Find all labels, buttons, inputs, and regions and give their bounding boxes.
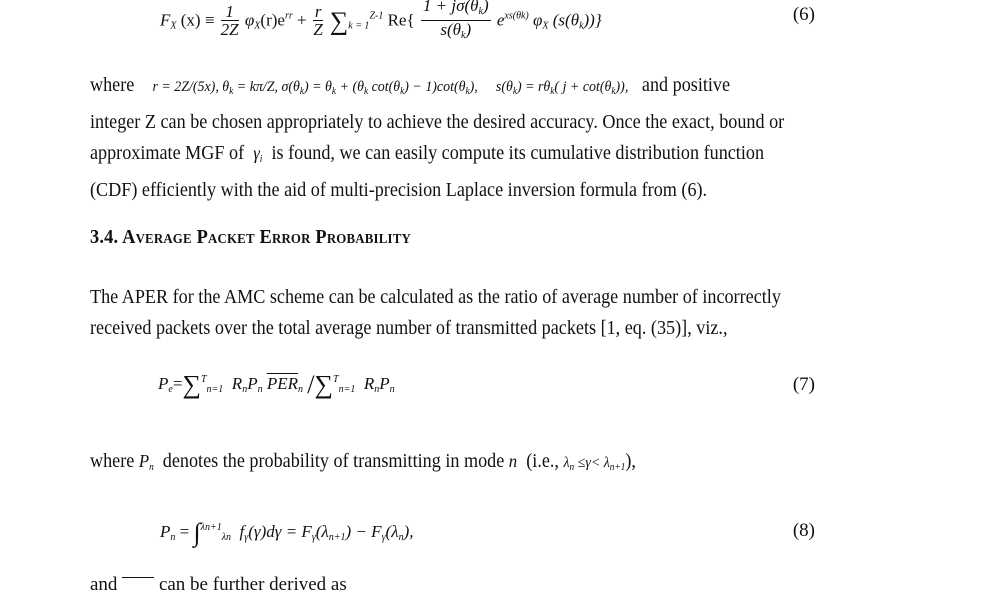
eq6-frac-2: $\frac{r}{Z}$ — [313, 2, 323, 39]
para2-line-2: received packets over the total average number of transmitted packets [1, eq. (35)], viz., — [90, 318, 728, 339]
equation-8 — [0, 514, 1007, 554]
equation-7-number: (7) — [792, 374, 815, 395]
para1-line-4: (CDF) efficiently with the aid of multi-precision Laplace inversion formula from (6). — [90, 180, 708, 201]
overline-fragment — [122, 577, 154, 578]
paragraph-aper — [90, 282, 781, 344]
para1-line-2: integer Z can be chosen appropriately to achieve the desired accuracy. Once the exact, bound or — [90, 112, 785, 133]
equation-8-body: $P_n = \int^{\lambda n+1}_{\lambda n}$ $f_\gamma(\gamma)d\gamma = F_\gamma(\lambda_{n+1}) - F_\gamma(\lambda_n)$, — [160, 518, 414, 547]
equation-7-body: $P_e=\sum^T_{n=1}$ $R_nP_n$ $\overline{PER}_n$ /∑$^T_{n=1}$ $R_nP_n$ — [158, 370, 395, 399]
equation-6-number: (6) — [792, 4, 815, 25]
para1-math-1: r = 2Z/(5x), $\theta_k = k\pi/Z$, $\sigma(\theta_k) = \theta_k + (\theta_k$ $\cot(\theta_k) - 1)\cot(\theta_k)$, — [152, 79, 478, 97]
eq6-frac-3: $\frac{1 + j\sigma(\theta_k)}{s(\theta_k)}$ — [422, 0, 489, 41]
equation-6 — [0, 0, 1007, 41]
paragraph-where-r — [90, 70, 785, 206]
equation-8-number: (8) — [792, 520, 815, 541]
paragraph-where-pn: where $P_n$ denotes the probability of transmitting in mode n (i.e., $\lambda_n \le\gamma< \lambda_{n+1}$), — [90, 451, 636, 473]
para2-line-1: The APER for the AMC scheme can be calculated as the ratio of average number of incorrectly — [90, 287, 781, 308]
para1-line-1: where r = 2Z/(5x), $\theta_k = k\pi/Z$, $\sigma(\theta_k) = \theta_k + (\theta_k$ $\cot(\theta_k) - 1)\cot(\theta_k)$, $s(\theta_k) = r\theta_k$( $j + \cot(\theta_k)$), and positive — [90, 75, 731, 97]
equation-6-body: $F_X$ (x) ≡ $\frac{1}{2Z}$ $\varphi_X(r)e^{rr}$ + $\frac{r}{Z}$ $\sum_{k = 1}^{Z-1}$ Re{ $\frac{1 + j\sigma(\theta_k)}{s(\theta_k)}$ $e^{xs(\theta k)}$ $\varphi_X$ $(s(\theta_k))$} — [160, 0, 602, 45]
equation-7 — [0, 368, 1007, 408]
para1-math-2: $s(\theta_k) = r\theta_k$( $j + \cot(\theta_k)$), — [495, 79, 629, 97]
para1-line-3: approximate MGF of $\gamma_i$ is found, we can easily compute its cumulative distribution function — [90, 143, 765, 165]
section-heading: 3.4. Average Packet Error Probability — [90, 226, 411, 248]
cutoff-line: and can be further derived as — [90, 574, 347, 595]
eq6-frac-1: $\frac{1}{2Z}$ — [220, 2, 239, 39]
